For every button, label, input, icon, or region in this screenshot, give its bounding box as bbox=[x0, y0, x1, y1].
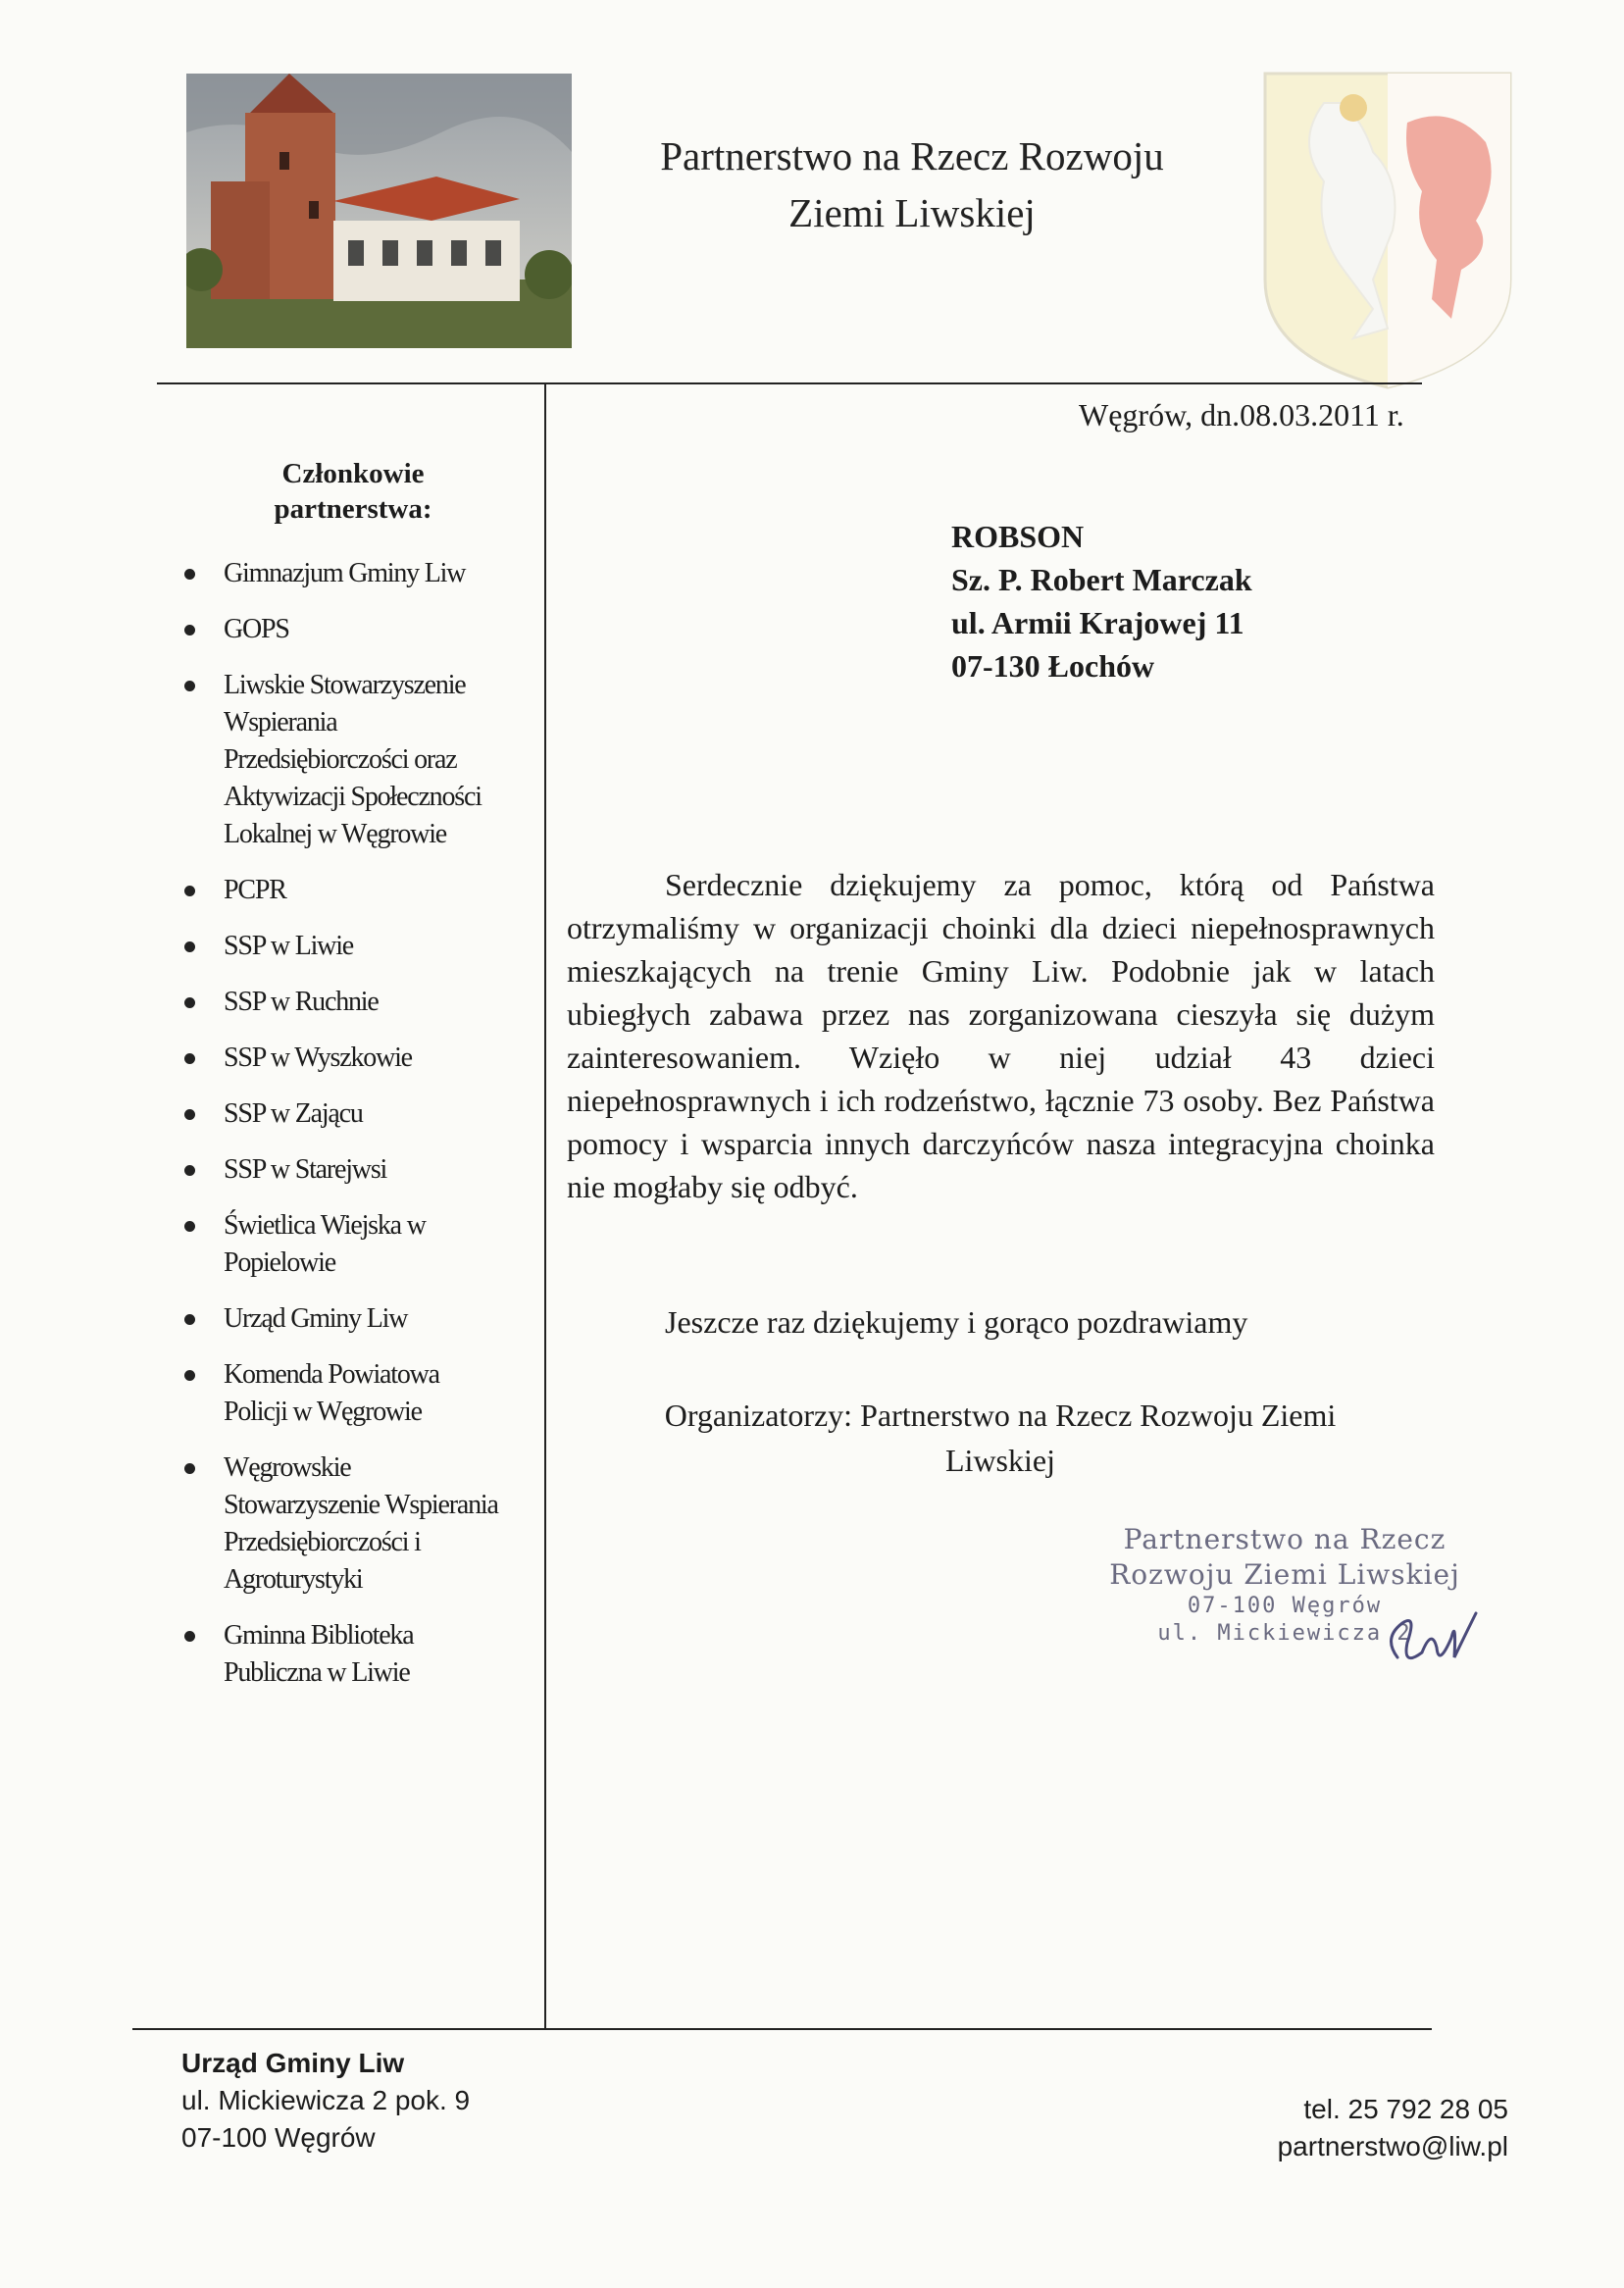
footer-office-name: Urząd Gminy Liw bbox=[181, 2048, 405, 2078]
bullet-icon bbox=[184, 681, 195, 691]
organization-title bbox=[588, 127, 1236, 241]
member-item bbox=[177, 1095, 539, 1133]
members-heading-line2: partnerstwa: bbox=[274, 493, 432, 525]
member-line: Gimnazjum Gminy Liw bbox=[224, 558, 466, 588]
stamp-line4: ul. Mickiewicza 2 bbox=[1157, 1621, 1412, 1646]
member-line: SSP w Ruchnie bbox=[224, 987, 379, 1017]
member-item bbox=[177, 984, 539, 1021]
bullet-icon bbox=[184, 1221, 195, 1232]
members-heading bbox=[196, 456, 510, 527]
member-item bbox=[177, 1617, 539, 1692]
vertical-divider bbox=[544, 382, 546, 2030]
addressee-company: ROBSON bbox=[951, 519, 1085, 554]
member-line: PCPR bbox=[224, 875, 286, 905]
member-item bbox=[177, 1151, 539, 1189]
member-line: SSP w Starejwsi bbox=[224, 1154, 387, 1185]
member-line: Przedsiębiorczości oraz bbox=[224, 744, 457, 775]
member-item bbox=[177, 555, 539, 592]
member-item bbox=[177, 1207, 539, 1282]
addressee-block bbox=[951, 515, 1252, 687]
bullet-icon bbox=[184, 625, 195, 636]
member-line: Przedsiębiorczości i bbox=[224, 1527, 421, 1557]
member-item bbox=[177, 872, 539, 909]
organizers-line1: Organizatorzy: Partnerstwo na Rzecz Rozwoju Ziemi bbox=[664, 1398, 1337, 1433]
bullet-icon bbox=[184, 569, 195, 580]
member-line: GOPS bbox=[224, 614, 289, 644]
member-line: Komenda Powiatowa bbox=[224, 1359, 439, 1390]
footer-address bbox=[181, 2045, 470, 2157]
handwritten-signature bbox=[1378, 1599, 1486, 1687]
member-line: Stowarzyszenie Wspierania bbox=[224, 1490, 498, 1520]
stamp-line3: 07-100 Węgrów bbox=[1187, 1594, 1383, 1618]
member-line: Urząd Gminy Liw bbox=[224, 1303, 408, 1334]
org-title-line1: Partnerstwo na Rzecz Rozwoju bbox=[660, 133, 1164, 178]
bullet-icon bbox=[184, 1631, 195, 1642]
bullet-icon bbox=[184, 1109, 195, 1120]
member-item bbox=[177, 1040, 539, 1077]
footer-email[interactable]: partnerstwo@liw.pl bbox=[1277, 2131, 1508, 2161]
member-item bbox=[177, 1356, 539, 1431]
organizers-signoff bbox=[579, 1393, 1422, 1483]
top-divider bbox=[157, 382, 1422, 384]
member-line: Publiczna w Liwie bbox=[224, 1657, 410, 1688]
member-line: Lokalnej w Węgrowie bbox=[224, 819, 447, 849]
members-list bbox=[177, 555, 539, 1710]
castle-photo bbox=[186, 74, 572, 348]
member-item bbox=[177, 611, 539, 648]
member-line: Aktywizacji Społeczności bbox=[224, 782, 482, 812]
bottom-divider bbox=[132, 2028, 1432, 2030]
bullet-icon bbox=[184, 941, 195, 952]
member-line: Wspierania bbox=[224, 707, 337, 737]
member-line: SSP w Wyszkowie bbox=[224, 1042, 412, 1073]
coat-of-arms-icon bbox=[1255, 64, 1520, 392]
bullet-icon bbox=[184, 1463, 195, 1474]
member-line: SSP w Zającu bbox=[224, 1098, 363, 1129]
letter-body: Serdecznie dziękujemy za pomoc, którą od Państwa otrzymaliśmy w organizacji choinki dla dzieci niepełnosprawnych mieszkających na trenie Gminy Liw. Podobnie jak w latach ubiegłych zabawa przez nas zorganizowana cieszyła się dużym zainteresowaniem. Wzięło w niej udział 43 dzieci niepełnosprawnych i ich rodzeństwo, łącznie 73 osoby. Bez Państwa pomocy i wsparcia innych darczyńców nasza integracyjna choinka nie mogłaby się odbyć. bbox=[567, 867, 1435, 1204]
bullet-icon bbox=[184, 886, 195, 896]
member-item bbox=[177, 1300, 539, 1338]
letter-closing: Jeszcze raz dziękujemy i gorąco pozdrawiamy bbox=[665, 1304, 1248, 1340]
addressee-person: Sz. P. Robert Marczak bbox=[951, 562, 1252, 597]
letter-date: Węgrów, dn.08.03.2011 r. bbox=[1079, 397, 1404, 432]
bullet-icon bbox=[184, 1165, 195, 1176]
footer-address-line1: ul. Mickiewicza 2 pok. 9 bbox=[181, 2085, 471, 2115]
member-line: Popielowie bbox=[224, 1247, 335, 1278]
member-line: Liwskie Stowarzyszenie bbox=[224, 670, 466, 700]
organizers-line2: Liwskiej bbox=[945, 1443, 1055, 1478]
org-title-line2: Ziemi Liwskiej bbox=[788, 190, 1036, 235]
member-item bbox=[177, 928, 539, 965]
member-item bbox=[177, 1449, 539, 1599]
bullet-icon bbox=[184, 1370, 195, 1381]
footer-address-line2: 07-100 Węgrów bbox=[181, 2122, 376, 2153]
addressee-city: 07-130 Łochów bbox=[951, 648, 1155, 684]
member-line: SSP w Liwie bbox=[224, 931, 354, 961]
member-line: Węgrowskie bbox=[224, 1452, 351, 1483]
bullet-icon bbox=[184, 997, 195, 1008]
stamp-line2: Rozwoju Ziemi Liwskiej bbox=[1109, 1558, 1460, 1591]
footer-contact bbox=[1278, 2091, 1508, 2165]
bullet-icon bbox=[184, 1053, 195, 1064]
members-heading-line1: Członkowie bbox=[281, 458, 425, 489]
member-line: Agroturystyki bbox=[224, 1564, 363, 1595]
footer-phone: tel. 25 792 28 05 bbox=[1303, 2094, 1508, 2124]
addressee-street: ul. Armii Krajowej 11 bbox=[951, 605, 1244, 640]
member-line: Policji w Węgrowie bbox=[224, 1397, 422, 1427]
member-item bbox=[177, 667, 539, 853]
bullet-icon bbox=[184, 1314, 195, 1325]
member-line: Gminna Biblioteka bbox=[224, 1620, 414, 1651]
member-line: Świetlica Wiejska w bbox=[224, 1210, 426, 1241]
stamp-line1: Partnerstwo na Rzecz bbox=[1123, 1523, 1446, 1555]
